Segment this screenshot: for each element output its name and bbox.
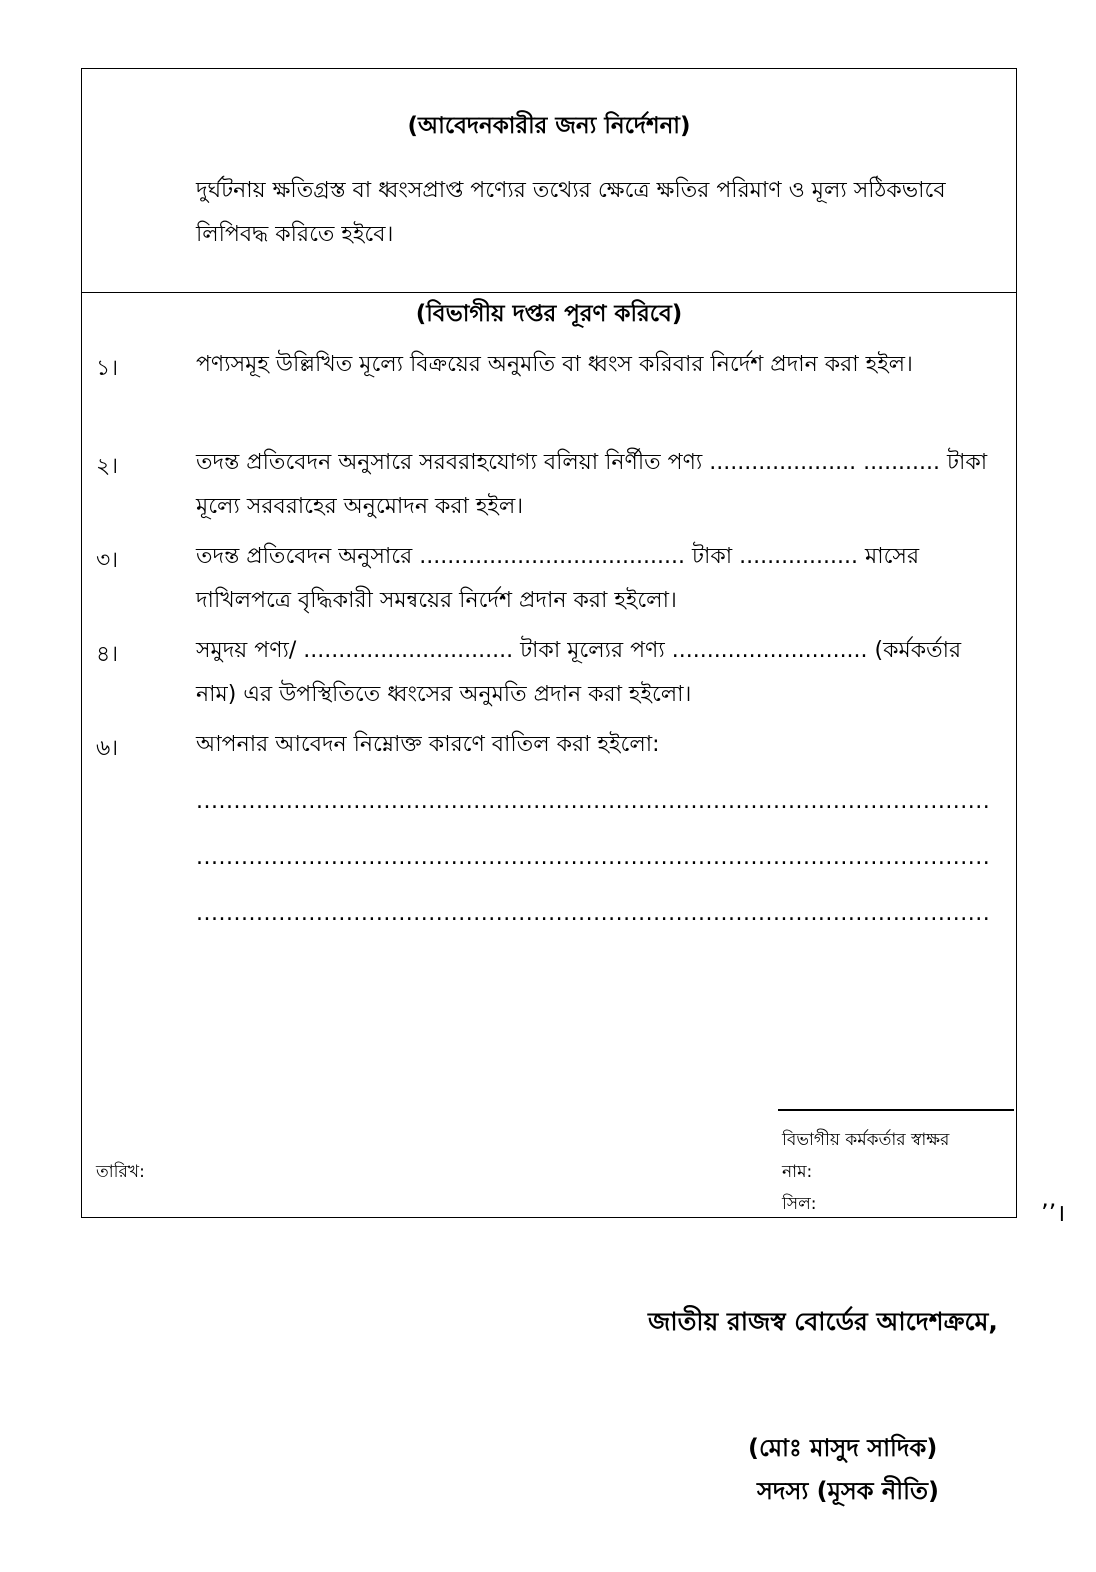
item-text-1: পণ্যসমূহ উল্লিখিত মূল্যে বিক্রয়ের অনুমতি বা ধ্বংস করিবার নির্দেশ প্রদান করা হইল।	[196, 352, 913, 377]
instructions-text: দুর্ঘটনায় ক্ষতিগ্রস্ত বা ধ্বংসপ্রাপ্ত পণ্যের তথ্যের ক্ষেত্রে ক্ষতির পরিমাণ ও মূল্য সঠিকভাবে লিপিবদ্ধ করিতে হইবে।	[196, 178, 946, 247]
reason-line-1: ..........................................................................................................	[196, 789, 991, 814]
reason-line-3: ..........................................................................................................	[196, 901, 991, 926]
signatory-name: (মোঃ মাসুদ সাদিক)	[748, 1434, 938, 1462]
item-text-2: তদন্ত প্রতিবেদন অনুসারে সরবরাহযোগ্য বলিয়া নির্ণীত পণ্য ..................... ........... টাকা মূল্যে সরবরাহের অনুমোদন করা হইল।	[196, 450, 988, 519]
signature-label: বিভাগীয় কর্মকর্তার স্বাক্ষর	[782, 1130, 950, 1150]
signature-line	[778, 1109, 1014, 1111]
item-text-6: আপনার আবেদন নিম্নোক্ত কারণে বাতিল করা হইলো:	[196, 732, 660, 757]
closing-quote: ’’।	[1041, 1199, 1066, 1227]
name-label: নাম:	[782, 1162, 813, 1182]
seal-label: সিল:	[782, 1194, 817, 1214]
instructions-heading: (আবেদনকারীর জন্য নির্দেশনা)	[407, 113, 691, 139]
date-label: তারিখ:	[96, 1162, 145, 1182]
reason-line-2: ..........................................................................................................	[196, 845, 991, 870]
item-number-4: ৪।	[96, 642, 119, 667]
item-text-4: সমুদয় পণ্য/ .............................. টাকা মূল্যের পণ্য ............................ (কর্মকর্তার নাম) এর উপস্থিতিতে ধ্বংসের অনুমতি প্রদান করা হইলো।	[196, 638, 962, 707]
section-divider	[82, 292, 1016, 293]
form-box	[81, 68, 1017, 1218]
item-number-1: ১।	[96, 356, 119, 381]
item-number-3: ৩।	[96, 548, 119, 573]
signatory-designation: সদস্য (মূসক নীতি)	[757, 1477, 939, 1505]
office-heading: (বিভাগীয় দপ্তর পূরণ করিবে)	[415, 301, 683, 327]
item-text-3: তদন্ত প্রতিবেদন অনুসারে ...................................... টাকা ................. মাসের দাখিলপত্রে বৃদ্ধিকারী সমন্বয়ের নির্দেশ প্রদান করা হইলো।	[196, 544, 920, 613]
order-line: জাতীয় রাজস্ব বোর্ডের আদেশক্রমে,	[648, 1307, 998, 1336]
item-number-2: ২।	[96, 454, 119, 479]
item-number-6: ৬।	[96, 736, 119, 761]
